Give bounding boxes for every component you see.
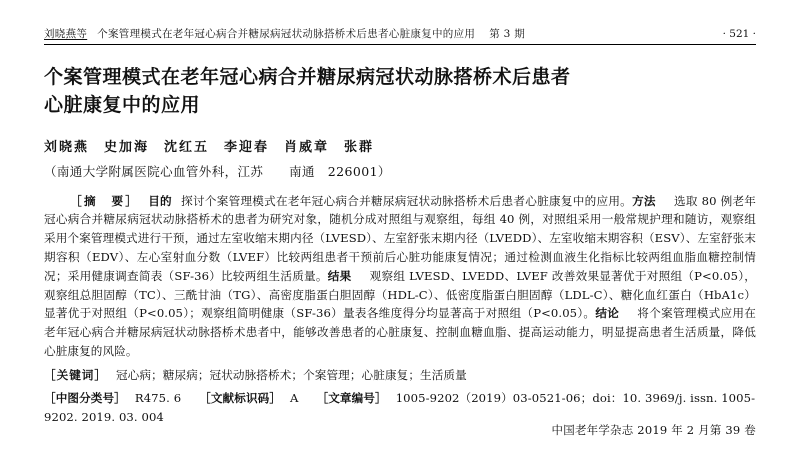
keywords-text: 冠心病；糖尿病；冠状动脉搭桥术；个案管理；心脏康复；生活质量 (115, 367, 467, 382)
running-head-title: 个案管理模式在老年冠心病合并糖尿病冠状动脉搭桥术后患者心脏康复中的应用 (97, 28, 476, 40)
header-divider (44, 44, 756, 45)
footer-journal-info: 中国老年学杂志 2019 年 2 月第 39 卷 (551, 423, 756, 437)
abstract-results-label: 结果 (327, 268, 352, 283)
abstract-results-text: 观察组 LVESD、LVEDD、LVEF 改善效果显著优于对照组（P<0.05），观察组总胆固醇（TC）、三酰甘油（TG）、高密度脂蛋白胆固醇（HDL-C）、低密度脂蛋白胆固醇（LDL-C）、糖化血红蛋白（HbA1c）显著优于对照组（P<0.05）；观察组简明健康（SF-36）量表各维度得分均显著高于对照组（P<0.05）。 (44, 268, 756, 321)
keywords-label: ［关键词］ (44, 367, 107, 382)
clc-label: ［中图分类号］ (44, 391, 126, 406)
running-head-left (44, 28, 525, 41)
page-number: · 521 · (722, 28, 756, 40)
title-line-1: 个案管理模式在老年冠心病合并糖尿病冠状动脉搭桥术后患者 (44, 65, 571, 88)
page-title (44, 63, 756, 120)
abstract-objective-text: 探讨个案管理模式在老年冠心病合并糖尿病冠状动脉搭桥术后患者心脏康复中的应用。 (180, 193, 633, 208)
abstract-objective-label: 目的 (148, 193, 172, 208)
document-code-value: A (290, 391, 299, 406)
running-head (44, 28, 756, 44)
document-code-label: ［文献标识码］ (199, 391, 282, 406)
author-list: 刘晓燕 史加海 沈红五 李迎春 肖威章 张群 (44, 139, 375, 155)
abstract (44, 192, 756, 361)
abstract-methods-text: 选取 80 例老年冠心病合并糖尿病冠状动脉搭桥术的患者为研究对象，随机分成对照组与观察组，每组 40 例，对照组采用一般常规护理和随访，观察组采用个案管理模式进行干预，通过左室收缩末期内径（LVESD）、左室舒张末期内径（LVEDD）、左室收缩末期容积（ESV）、左室舒张末期容积（EDV）、左心室射血分数（LVEF）比较两组患者干预前后心脏功能康复情况；通过检测血液生化指标比较两组血脂血糖控制情况；采用健康调查简表（SF-36）比较两组生活质量。 (44, 193, 757, 283)
abstract-conclusion-text: 将个案管理模式应用在老年冠心病合并糖尿病冠状动脉搭桥术患者中，能够改善患者的心脏康复、控制血糖血脂、提高运动能力，明显提高患者生活质量，降低心脏康复的风险。 (44, 306, 756, 358)
abstract-methods-label: 方法 (632, 193, 656, 208)
running-head-authors: 刘晓燕等 (44, 28, 88, 40)
keywords (44, 366, 756, 385)
article-id-label: ［文章编号］ (316, 391, 387, 406)
abstract-label: ［摘 要］ (70, 193, 140, 208)
clc-value: R475. 6 (134, 391, 182, 406)
running-head-issue: 第 3 期 (489, 28, 526, 40)
article-id-value: 1005-9202（2019）03-0521-06；doi：10. 3969/j. issn. 1005-9202. 2019. 03. 004 (44, 391, 756, 425)
abstract-conclusion-label: 结论 (595, 306, 620, 321)
title-line-2: 心脏康复中的应用 (44, 94, 201, 117)
affiliation: （南通大学附属医院心血管外科，江苏 南通 226001） (44, 163, 391, 179)
